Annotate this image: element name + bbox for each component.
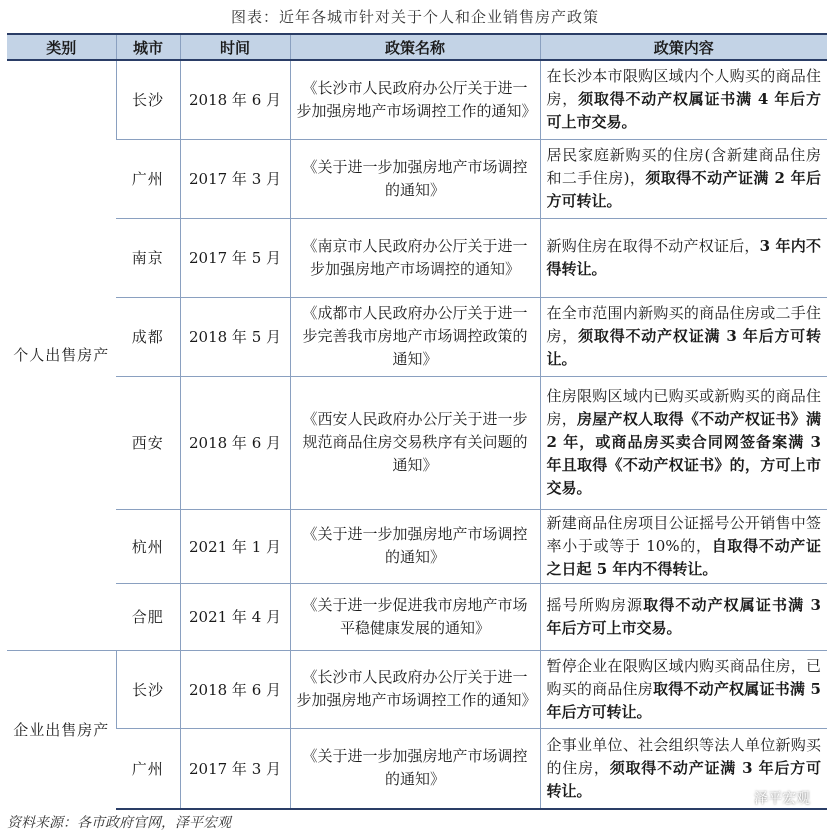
city-cell: 长沙 (116, 60, 180, 139)
table-row (7, 650, 827, 728)
header-policy-content: 政策内容 (540, 34, 827, 60)
content-bold-text: 取得不动产权属证书满 5 年后方可转让。 (546, 679, 821, 721)
policy-content-cell (540, 583, 827, 650)
policy-content-cell (540, 218, 827, 297)
city-cell: 西安 (116, 376, 180, 509)
policy-name-cell: 《西安人民政府办公厅关于进一步规范商品住房交易秩序有关问题的通知》 (290, 376, 540, 509)
content-bold-text: 取得不动产权属证书满 3 年后方可上市交易。 (546, 595, 821, 637)
date-cell: 2018 年 6 月 (180, 650, 290, 728)
table-row (7, 583, 827, 650)
figure-caption: 图表：近年各城市针对关于个人和企业销售房产政策 (230, 8, 599, 26)
table-row (7, 728, 827, 809)
content-plain-text: 在全市范围内新购买的商品住房或二手住房， (546, 304, 821, 345)
policy-content-cell (540, 650, 827, 728)
date-cell: 2018 年 6 月 (180, 60, 290, 139)
date-cell: 2017 年 3 月 (180, 728, 290, 809)
content-bold-text: 3 年内不得转让。 (546, 236, 821, 278)
date-cell: 2017 年 3 月 (180, 139, 290, 218)
content-plain-text: 摇号所购房源 (546, 595, 644, 614)
date-cell: 2018 年 5 月 (180, 297, 290, 376)
date-cell: 2018 年 6 月 (180, 376, 290, 509)
content-plain-text: 企事业单位、社会组织等法人单位新购买的住房， (546, 735, 821, 777)
header-date: 时间 (180, 34, 290, 60)
city-cell: 合肥 (116, 583, 180, 650)
content-plain-text: 新购住房在取得不动产权证后， (546, 236, 760, 255)
header-policy-name: 政策名称 (290, 34, 540, 60)
city-cell: 杭州 (116, 509, 180, 583)
policy-name-cell: 《长沙市人民政府办公厅关于进一步加强房地产市场调控工作的通知》 (290, 60, 540, 139)
city-cell: 成都 (116, 297, 180, 376)
table-body (7, 60, 827, 809)
policy-name-cell: 《关于进一步加强房地产市场调控的通知》 (290, 139, 540, 218)
policy-name-cell: 《南京市人民政府办公厅关于进一步加强房地产市场调控的通知》 (290, 218, 540, 297)
policy-name-cell: 《关于进一步加强房地产市场调控的通知》 (290, 728, 540, 809)
table-row (7, 297, 827, 376)
category-cell: 个人出售房产 (7, 60, 116, 650)
content-plain-text: 住房限购区域内已购买或新购买的商品住房， (546, 387, 821, 428)
policy-content-cell (540, 297, 827, 376)
policy-content-cell (540, 60, 827, 139)
content-bold-text: 房屋产权人取得《不动产权证书》满 2 年，或商品房买卖合同网签备案满 3 年且取得《不动产权证书》的，方可上市交易。 (546, 410, 821, 497)
content-bold-text: 须取得不动产权证满 3 年后方可转让。 (546, 327, 821, 368)
watermark-text: 泽平宏观 (754, 791, 810, 807)
header-category: 类别 (7, 34, 116, 60)
content-plain-text: 暂停企业在限购区域内购买商品住房，已购买的商品住房 (546, 656, 821, 698)
source-note: 资料来源：各市政府官网，泽平宏观 (7, 815, 231, 831)
table-row (7, 376, 827, 509)
policy-content-cell (540, 139, 827, 218)
header-city: 城市 (116, 34, 180, 60)
content-bold-text: 须取得不动产证满 3 年后方可转让。 (546, 758, 821, 800)
watermark (731, 788, 810, 808)
content-bold-text: 须取得不动产权属证书满 4 年后方可上市交易。 (546, 90, 821, 132)
table-row (7, 60, 827, 139)
date-cell: 2021 年 4 月 (180, 583, 290, 650)
table-row (7, 218, 827, 297)
policy-content-cell (540, 509, 827, 583)
content-bold-text: 须取得不动产证满 2 年后方可转让。 (546, 169, 821, 210)
policy-name-cell: 《关于进一步加强房地产市场调控的通知》 (290, 509, 540, 583)
table-header-row (7, 34, 827, 60)
table-row (7, 509, 827, 583)
policy-name-cell: 《成都市人民政府办公厅关于进一步完善我市房地产市场调控政策的通知》 (290, 297, 540, 376)
policy-name-cell: 《关于进一步促进我市房地产市场平稳健康发展的通知》 (290, 583, 540, 650)
category-cell: 企业出售房产 (7, 650, 116, 809)
policy-table (7, 33, 827, 810)
content-bold-text: 自取得不动产证之日起 5 年内不得转让。 (546, 536, 821, 578)
date-cell: 2021 年 1 月 (180, 509, 290, 583)
policy-name-cell: 《长沙市人民政府办公厅关于进一步加强房地产市场调控工作的通知》 (290, 650, 540, 728)
content-plain-text: 居民家庭新购买的住房(含新建商品住房和二手住房)， (546, 146, 821, 187)
policy-content-cell (540, 376, 827, 509)
city-cell: 广州 (116, 139, 180, 218)
city-cell: 长沙 (116, 650, 180, 728)
city-cell: 广州 (116, 728, 180, 809)
city-cell: 南京 (116, 218, 180, 297)
table-row (7, 139, 827, 218)
content-plain-text: 在长沙本市限购区域内个人购买的商品住房， (546, 67, 821, 109)
date-cell: 2017 年 5 月 (180, 218, 290, 297)
wechat-icon (731, 790, 749, 806)
content-plain-text: 新建商品住房项目公证摇号公开销售中签率小于或等于 10%的， (546, 513, 821, 555)
